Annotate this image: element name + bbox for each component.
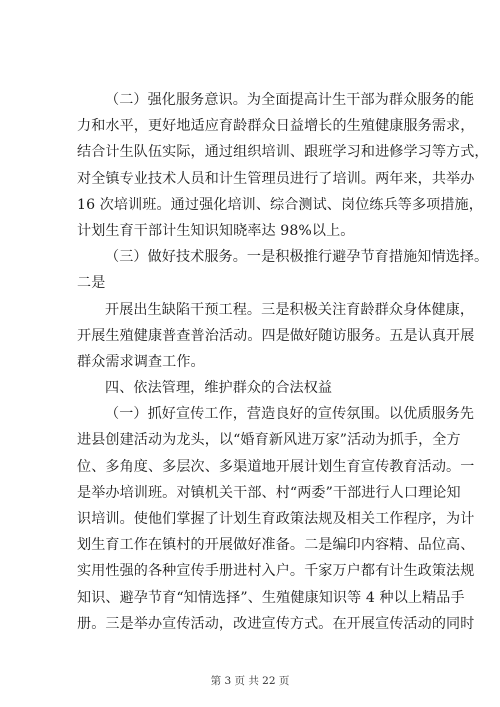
document-body	[77, 87, 489, 637]
paragraph-line: 开展出生缺陷干预工程。三是积极关注育龄群众身体健康，	[105, 301, 475, 318]
paragraph-line: 开展生殖健康普查普治活动。四是做好随访服务。五是认真开展	[77, 327, 475, 344]
paragraph-line: 计划生育干部计生知识知晓率达 98%以上。	[77, 222, 355, 239]
page-number-footer: 第 3 页 共 22 页	[210, 675, 290, 687]
paragraph-line: 位、多角度、多层次、多渠道地开展计划生育宣传教育活动。一	[77, 458, 475, 475]
paragraph-line: （三）做好技术服务。一是积极推行避孕节育措施知情选择。	[105, 249, 489, 266]
paragraph-line: （一）抓好宣传工作，营造良好的宣传氛围。以优质服务先	[105, 406, 475, 423]
paragraph-line: 16 次培训班。通过强化培训、综合测试、岗位练兵等多项措施，	[77, 196, 483, 213]
paragraph-line: 册。三是举办宣传活动，改进宣传方式。在开展宣传活动的同时	[77, 615, 475, 632]
paragraph-line: （二）强化服务意识。为全面提高计生干部为群众服务的能	[105, 92, 475, 108]
paragraph-line: 知识、避孕节育“知情选择”、生殖健康知识等 4 种以上精品手	[77, 589, 465, 606]
paragraph-line: 识培训。使他们掌握了计划生育政策法规及相关工作程序，为计	[77, 511, 475, 527]
paragraph-line: 是举办培训班。对镇机关干部、村“两委”干部进行人口理论知	[77, 484, 461, 501]
paragraph-line: 划生育工作在镇村的开展做好准备。二是编印内容精、品位高、	[77, 537, 475, 554]
paragraph-line: 力和水平，更好地适应育龄群众日益增长的生殖健康服务需求，	[77, 118, 475, 135]
paragraph-line: 进县创建活动为龙头，以“婚育新风进万家”活动为抓手，全方	[77, 432, 461, 449]
paragraph-line: 群众需求调查工作。	[77, 353, 205, 370]
paragraph-line: 对全镇专业技术人员和计生管理员进行了培训。两年来，共举办	[77, 170, 475, 187]
paragraph-line: 实用性强的各种宣传手册进村入户。千家万户都有计生政策法规	[77, 563, 475, 580]
paragraph-line: 结合计生队伍实际，通过组织培训、跟班学习和进修学习等方式，	[77, 144, 489, 161]
paragraph-line: 二是	[77, 275, 106, 292]
section-heading: 四、依法管理，维护群众的合法权益	[105, 380, 333, 397]
